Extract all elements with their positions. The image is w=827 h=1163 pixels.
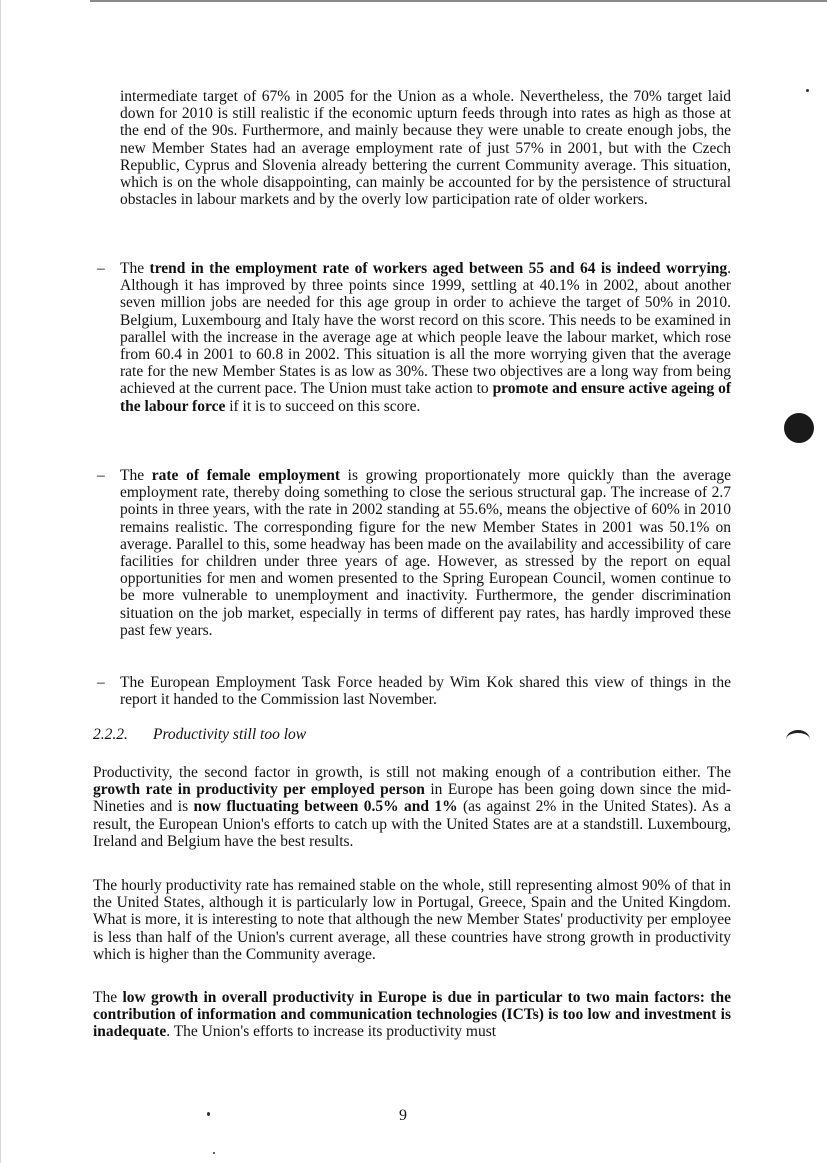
scan-top-rule (90, 0, 827, 2)
scan-speck (806, 89, 809, 92)
bullet-dash: – (97, 674, 105, 691)
paragraph-low-growth: The low growth in overall productivity in Europe is due in particular to two main factors: the contribution of information and communication technologies (ICTs) is too low and investment is inadequate. The Union's efforts to increase its productivity must (93, 989, 731, 1041)
paragraph-employment-rate-continuation: intermediate target of 67% in 2005 for the Union as a whole. Nevertheless, the 70% target laid down for 2010 is still realistic if the economic upturn feeds through into rates as high as those at the end of the 90s. Furthermore, and mainly because they were unable to create enough jobs, the new Member States had an average employment rate of just 57% in 2001, but with the Czech Republic, Cyprus and Slovenia already bettering the current Community average. This situation, which is on the whole disappointing, can mainly be accounted for by the persistence of structural obstacles in labour markets and by the overly low participation rate of older workers. (120, 88, 731, 209)
paragraph-hourly-productivity: The hourly productivity rate has remained stable on the whole, still representing almost 90% of that in the United States, although it is particularly low in Portugal, Greece, Spain and the United Kingdom. What is more, it is interesting to note that although the new Member States' productivity per employee is less than half of the Union's current average, all these countries have strong growth in productivity which is higher than the Community average. (93, 877, 731, 963)
bullet-dash: – (97, 467, 105, 484)
section-title: Productivity still too low (153, 726, 307, 743)
page-number: 9 (399, 1107, 407, 1124)
paragraph-productivity: Productivity, the second factor in growth, is still not making enough of a contribution either. The growth rate in productivity per employed person in Europe has been going down since the mid-Nineties and is now fluctuating between 0.5% and 1% (as against 2% in the United States). As a result, the European Union's efforts to catch up with the United States are at a standstill. Luxembourg, Ireland and Belgium have the best results. (93, 764, 731, 850)
scan-speck (213, 1152, 215, 1154)
scan-left-edge (0, 0, 1, 1163)
section-heading (93, 726, 306, 744)
bullet-task-force: – The European Employment Task Force headed by Wim Kok shared this view of things in the report it handed to the Commission last November. (97, 674, 731, 709)
section-number: 2.2.2. (93, 726, 128, 743)
bullet-dash: – (97, 260, 105, 277)
scan-artifact (786, 730, 810, 749)
scan-speck (207, 1112, 210, 1116)
bullet-female-employment: – The rate of female employment is growing proportionately more quickly than the average employment rate, thereby doing something to close the serious structural gap. The increase of 2.7 points in three years, with the rate in 2002 standing at 55.6%, means the objective of 60% in 2010 remains realistic. The corresponding figure for the new Member States in 2001 was 50.1% on average. Parallel to this, some headway has been made on the availability and accessibility of care facilities for children under three years of age. However, as stressed by the report on equal opportunities for men and women presented to the Spring European Council, women continue to be more vulnerable to unemployment and inactivity. Furthermore, the gender discrimination situation on the job market, especially in terms of different pay rates, has hardly improved these past few years. (97, 467, 731, 639)
punch-hole (784, 413, 814, 443)
bullet-older-workers: – The trend in the employment rate of workers aged between 55 and 64 is indeed worrying. Although it has improved by three points since 1999, settling at 40.1% in 2002, about another seven million jobs are needed for this age group in order to achieve the target of 50% in 2010. Belgium, Luxembourg and Italy have the worst record on this score. This needs to be examined in parallel with the increase in the average age at which people leave the labour market, which rose from 60.4 in 2001 to 60.8 in 2002. This situation is all the more worrying given that the average rate for the new Member States is as low as 30%. These two objectives are a long way from being achieved at the current pace. The Union must take action to promote and ensure active ageing of the labour force if it is to succeed on this score. (97, 260, 731, 415)
